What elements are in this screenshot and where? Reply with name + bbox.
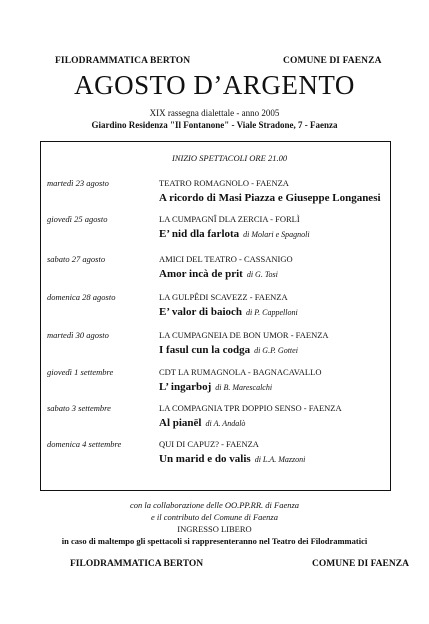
event-author: di G.P. Gottei: [254, 346, 298, 355]
header-organizer: FILODRAMMATICA BERTON: [55, 56, 191, 66]
free-entry: INGRESSO LIBERO: [177, 524, 252, 534]
event-play: [159, 192, 381, 204]
event-author: di L.A. Mazzoni: [254, 455, 306, 464]
event-date: sabato 27 agosto: [47, 254, 106, 264]
weather-note: in caso di maltempo gli spettacoli si rappresenteranno nel Teatro dei Filodrammatici: [61, 536, 368, 546]
event-play-title: L’ ingarboj: [159, 381, 212, 393]
collaboration-line: con la collaborazione delle OO.PP.RR. di Faenza: [129, 500, 300, 510]
footer-municipality: COMUNE DI FAENZA: [312, 559, 409, 569]
event-date: giovedì 25 agosto: [47, 214, 108, 224]
event-author: di A. Andalò: [205, 419, 246, 428]
contribution-line: e il contributo del Comune di Faenza: [150, 512, 278, 522]
event-play: [159, 228, 310, 240]
event-author: di G. Tosi: [246, 270, 278, 279]
event-play: [159, 417, 245, 429]
event-date: martedì 23 agosto: [47, 178, 109, 188]
event-play-title: Al pianël: [159, 417, 202, 429]
event-row: [0, 254, 429, 296]
event-company: CDT LA RUMAGNOLA - BAGNACAVALLO: [159, 367, 322, 377]
footer-organizer: FILODRAMMATICA BERTON: [70, 559, 204, 569]
start-time: INIZIO SPETTACOLI ORE 21.00: [172, 153, 288, 163]
event-play: [159, 344, 298, 356]
event-play: [159, 453, 305, 465]
event-author: di Molari e Spagnoli: [243, 230, 310, 239]
header-municipality: COMUNE DI FAENZA: [283, 56, 382, 66]
poster-subtitle: XIX rassegna dialettale - anno 2005: [149, 108, 280, 118]
venue-line: Giardino Residenza "Il Fontanone" - Viale Stradone, 7 - Faenza: [91, 120, 338, 130]
event-author: di P. Cappelloni: [246, 308, 298, 317]
event-row: [0, 330, 429, 372]
event-company: QUI DI CAPUZ? - FAENZA: [159, 439, 259, 449]
event-play-title: A ricordo di Masi Piazza e Giuseppe Longanesi: [159, 192, 381, 204]
event-row: [0, 292, 429, 334]
event-play: [159, 268, 278, 280]
event-company: AMICI DEL TEATRO - CASSANIGO: [159, 254, 293, 264]
event-play-title: E’ valor di baioch: [159, 306, 243, 318]
event-company: TEATRO ROMAGNOLO - FAENZA: [159, 178, 289, 188]
event-company: LA GULPÊDI SCAVEZZ - FAENZA: [159, 292, 288, 302]
event-play-title: Amor incà de prit: [159, 268, 243, 280]
event-date: domenica 28 agosto: [47, 292, 116, 302]
event-company: LA CUMPAGNÎ DLA ZERCIA - FORLÌ: [159, 214, 300, 224]
event-play: [159, 306, 298, 318]
event-date: giovedì 1 settembre: [47, 367, 114, 377]
event-play-title: E’ nid dla farlota: [159, 228, 240, 240]
event-company: LA CUMPAGNEIA DE BON UMOR - FAENZA: [159, 330, 329, 340]
event-company: LA COMPAGNIA TPR DOPPIO SENSO - FAENZA: [159, 403, 342, 413]
event-row: [0, 214, 429, 256]
event-play-title: Un marid e do valis: [159, 453, 251, 465]
poster-title: AGOSTO D’ARGENTO: [74, 70, 355, 100]
event-author: di B. Marescalchi: [215, 383, 273, 392]
event-play: [159, 381, 272, 393]
event-row: [0, 439, 429, 481]
event-play-title: I fasul cun la codga: [159, 344, 251, 356]
event-date: domenica 4 settembre: [47, 439, 122, 449]
event-date: sabato 3 settembre: [47, 403, 111, 413]
event-date: martedì 30 agosto: [47, 330, 109, 340]
